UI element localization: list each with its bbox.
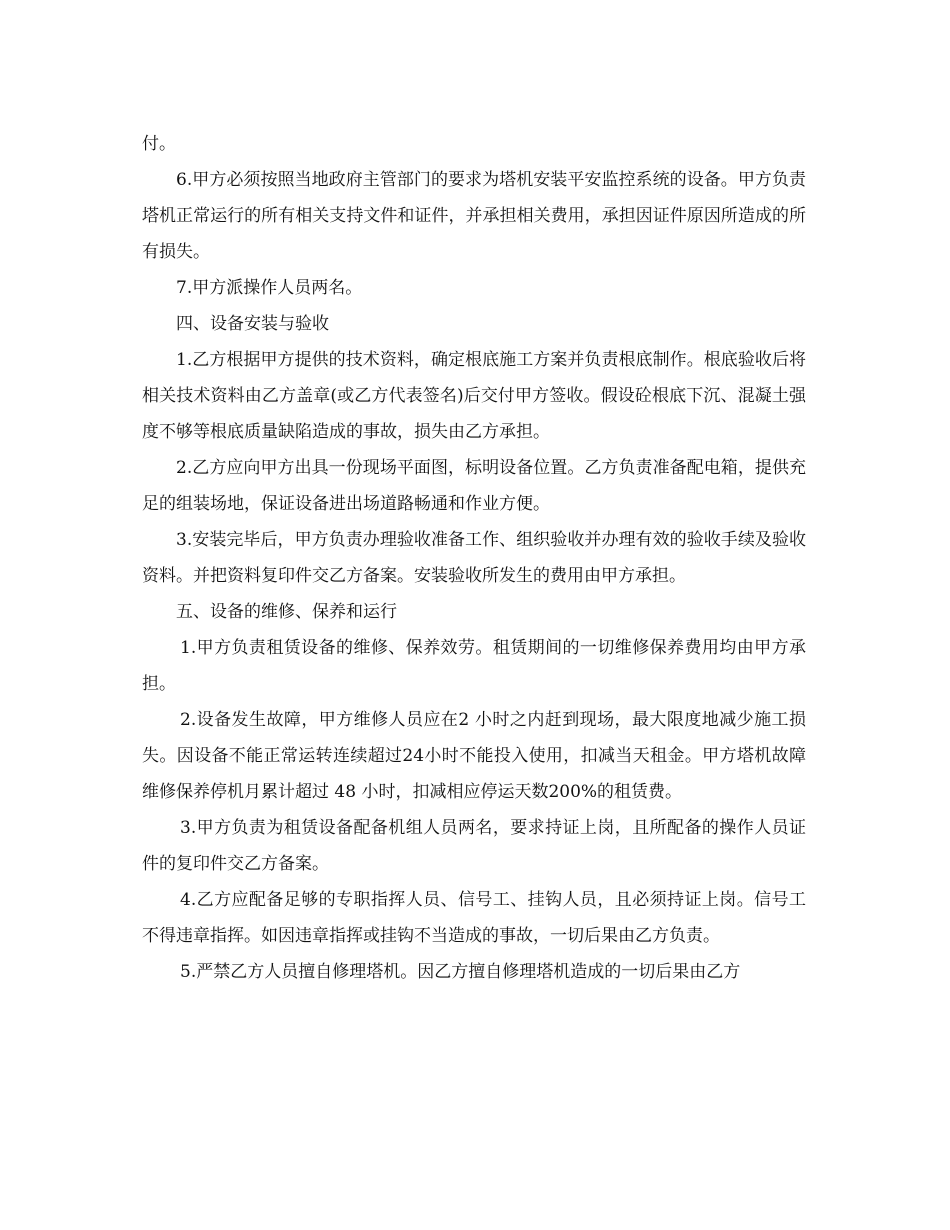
section-heading-installation: 四、设备安装与验收 xyxy=(176,314,329,334)
section-heading-maintenance: 五、设备的维修、保养和运行 xyxy=(176,602,397,622)
document-body xyxy=(142,126,806,990)
paragraph-clause-6: 6.甲方必须按照当地政府主管部门的要求为塔机安装平安监控系统的设备。甲方负责塔机正常运行的所有相关支持文件和证件，并承担相关费用，承担因证件原因所造成的所有损失。 xyxy=(142,170,806,262)
paragraph-clause-7: 7.甲方派操作人员两名。 xyxy=(176,278,363,298)
paragraph-installation-2: 2.乙方应向甲方出具一份现场平面图，标明设备位置。乙方负责准备配电箱，提供充足的组装场地，保证设备进出场道路畅通和作业方便。 xyxy=(142,458,806,514)
paragraph-installation-1: 1.乙方根据甲方提供的技术资料，确定根底施工方案并负责根底制作。根底验收后将相关技术资料由乙方盖章(或乙方代表签名)后交付甲方签收。假设砼根底下沉、混凝土强度不够等根底质量缺陷造成的事故，损失由乙方承担。 xyxy=(142,350,806,442)
paragraph-maintenance-2: 2.设备发生故障，甲方维修人员应在2 小时之内赶到现场，最大限度地减少施工损失。因设备不能正常运转连续超过24小时不能投入使用，扣减当天租金。甲方塔机故障维修保养停机月累计超过 48 小时，扣减相应停运天数200%的租赁费。 xyxy=(142,710,806,802)
paragraph-maintenance-1: 1.甲方负责租赁设备的维修、保养效劳。租赁期间的一切维修保养费用均由甲方承担。 xyxy=(142,638,806,694)
paragraph-maintenance-3: 3.甲方负责为租赁设备配备机组人员两名，要求持证上岗，且所配备的操作人员证件的复印件交乙方备案。 xyxy=(142,818,806,874)
paragraph-installation-3: 3.安装完毕后，甲方负责办理验收准备工作、组织验收并办理有效的验收手续及验收资料。并把资料复印件交乙方备案。安装验收所发生的费用由甲方承担。 xyxy=(142,530,806,586)
paragraph-continuation: 付。 xyxy=(142,134,176,154)
paragraph-maintenance-5: 5.严禁乙方人员擅自修理塔机。因乙方擅自修理塔机造成的一切后果由乙方 xyxy=(180,962,741,982)
paragraph-maintenance-4: 4.乙方应配备足够的专职指挥人员、信号工、挂钩人员，且必须持证上岗。信号工不得违章指挥。如因违章指挥或挂钩不当造成的事故，一切后果由乙方负责。 xyxy=(142,890,806,946)
